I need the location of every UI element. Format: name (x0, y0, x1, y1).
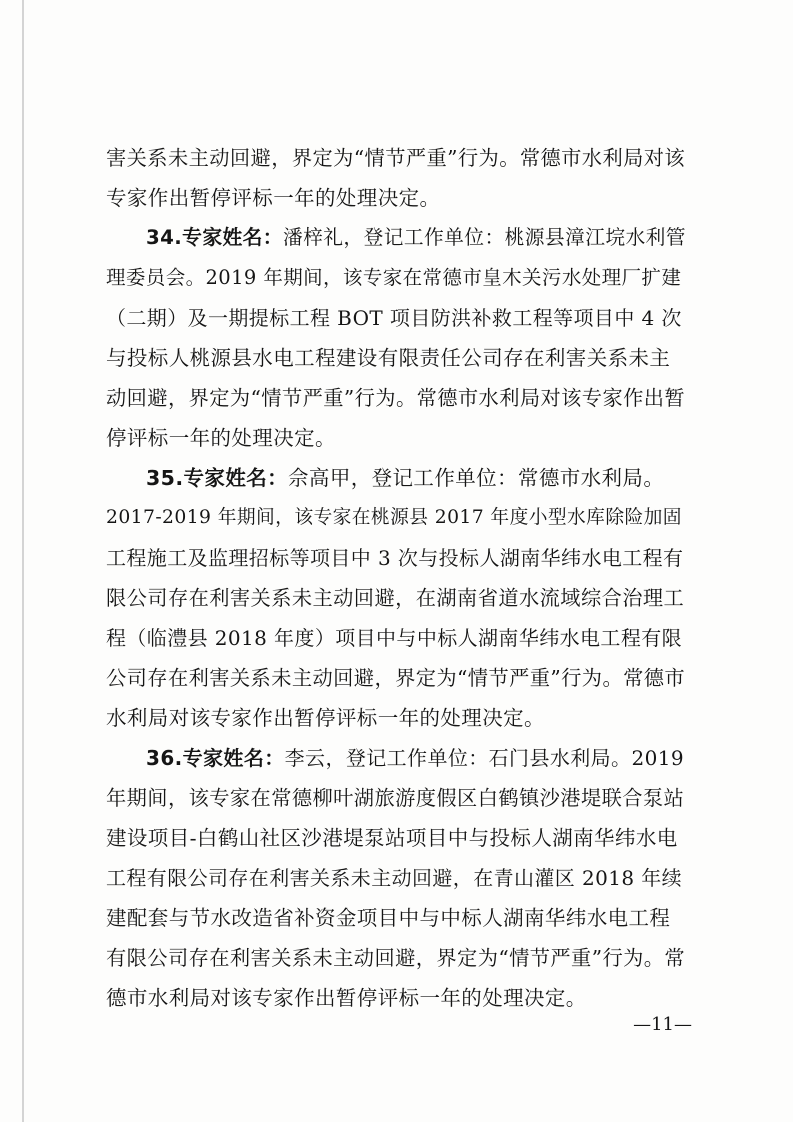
text-line: 水利局对该专家作出暂停评标一年的处理决定。 (106, 706, 545, 730)
text-line: 专家作出暂停评标一年的处理决定。 (106, 186, 441, 210)
scan-edge-shadow (22, 0, 24, 1122)
expert-36-heading: 36.专家姓名： (146, 746, 285, 770)
text-line: 2017-2019 年期间，该专家在桃源县 2017 年度小型水库除险加固 (106, 507, 682, 528)
text-line: 建设项目-白鹤山社区沙港堤泵站项目中与投标人湖南华纬水电 (106, 826, 678, 850)
expert-34-paragraph-start: 34.专家姓名：潘梓礼，登记工作单位：桃源县漳江垸水利管 (146, 226, 686, 249)
text-line: 公司存在利害关系未主动回避，界定为“情节严重”行为。常德市 (106, 666, 686, 690)
text-line: 工程有限公司存在利害关系未主动回避，在青山灌区 2018 年续 (106, 866, 683, 890)
text-line: 动回避，界定为“情节严重”行为。常德市水利局对该专家作出暂 (106, 386, 686, 410)
text-line: 建配套与节水改造省补资金项目中与中标人湖南华纬水电工程 (106, 906, 671, 930)
text-line: 工程施工及监理招标等项目中 3 次与投标人湖南华纬水电工程有 (106, 546, 684, 570)
text-line: 有限公司存在利害关系未主动回避，界定为“情节严重”行为。常 (106, 946, 686, 970)
expert-36-paragraph-start: 36.专家姓名：李云，登记工作单位：石门县水利局。2019 (146, 746, 684, 770)
text-line: （二期）及一期提标工程 BOT 项目防洪补救工程等项目中 4 次 (106, 306, 682, 330)
expert-34-heading: 34.专家姓名： (146, 226, 283, 249)
expert-35-heading: 35.专家姓名： (146, 466, 289, 490)
page-number: —11— (633, 1014, 692, 1035)
expert-35-paragraph-start: 35.专家姓名：佘高甲，登记工作单位：常德市水利局。 (146, 466, 665, 490)
text-line: 年期间，该专家在常德柳叶湖旅游度假区白鹤镇沙港堤联合泵站 (106, 786, 685, 810)
text-line: 与投标人桃源县水电工程建设有限责任公司存在利害关系未主 (106, 346, 671, 370)
text-line: 限公司存在利害关系未主动回避，在湖南省道水流域综合治理工 (106, 586, 685, 610)
text-line: 德市水利局对该专家作出暂停评标一年的处理决定。 (106, 986, 587, 1010)
text-line: 程（临澧县 2018 年度）项目中与中标人湖南华纬水电工程有限 (106, 626, 683, 650)
text-line: 停评标一年的处理决定。 (106, 426, 336, 450)
text-line: 害关系未主动回避，界定为“情节严重”行为。常德市水利局对该 (106, 146, 686, 170)
text-line: 理委员会。2019 年期间，该专家在常德市皇木关污水处理厂扩建 (106, 266, 682, 289)
